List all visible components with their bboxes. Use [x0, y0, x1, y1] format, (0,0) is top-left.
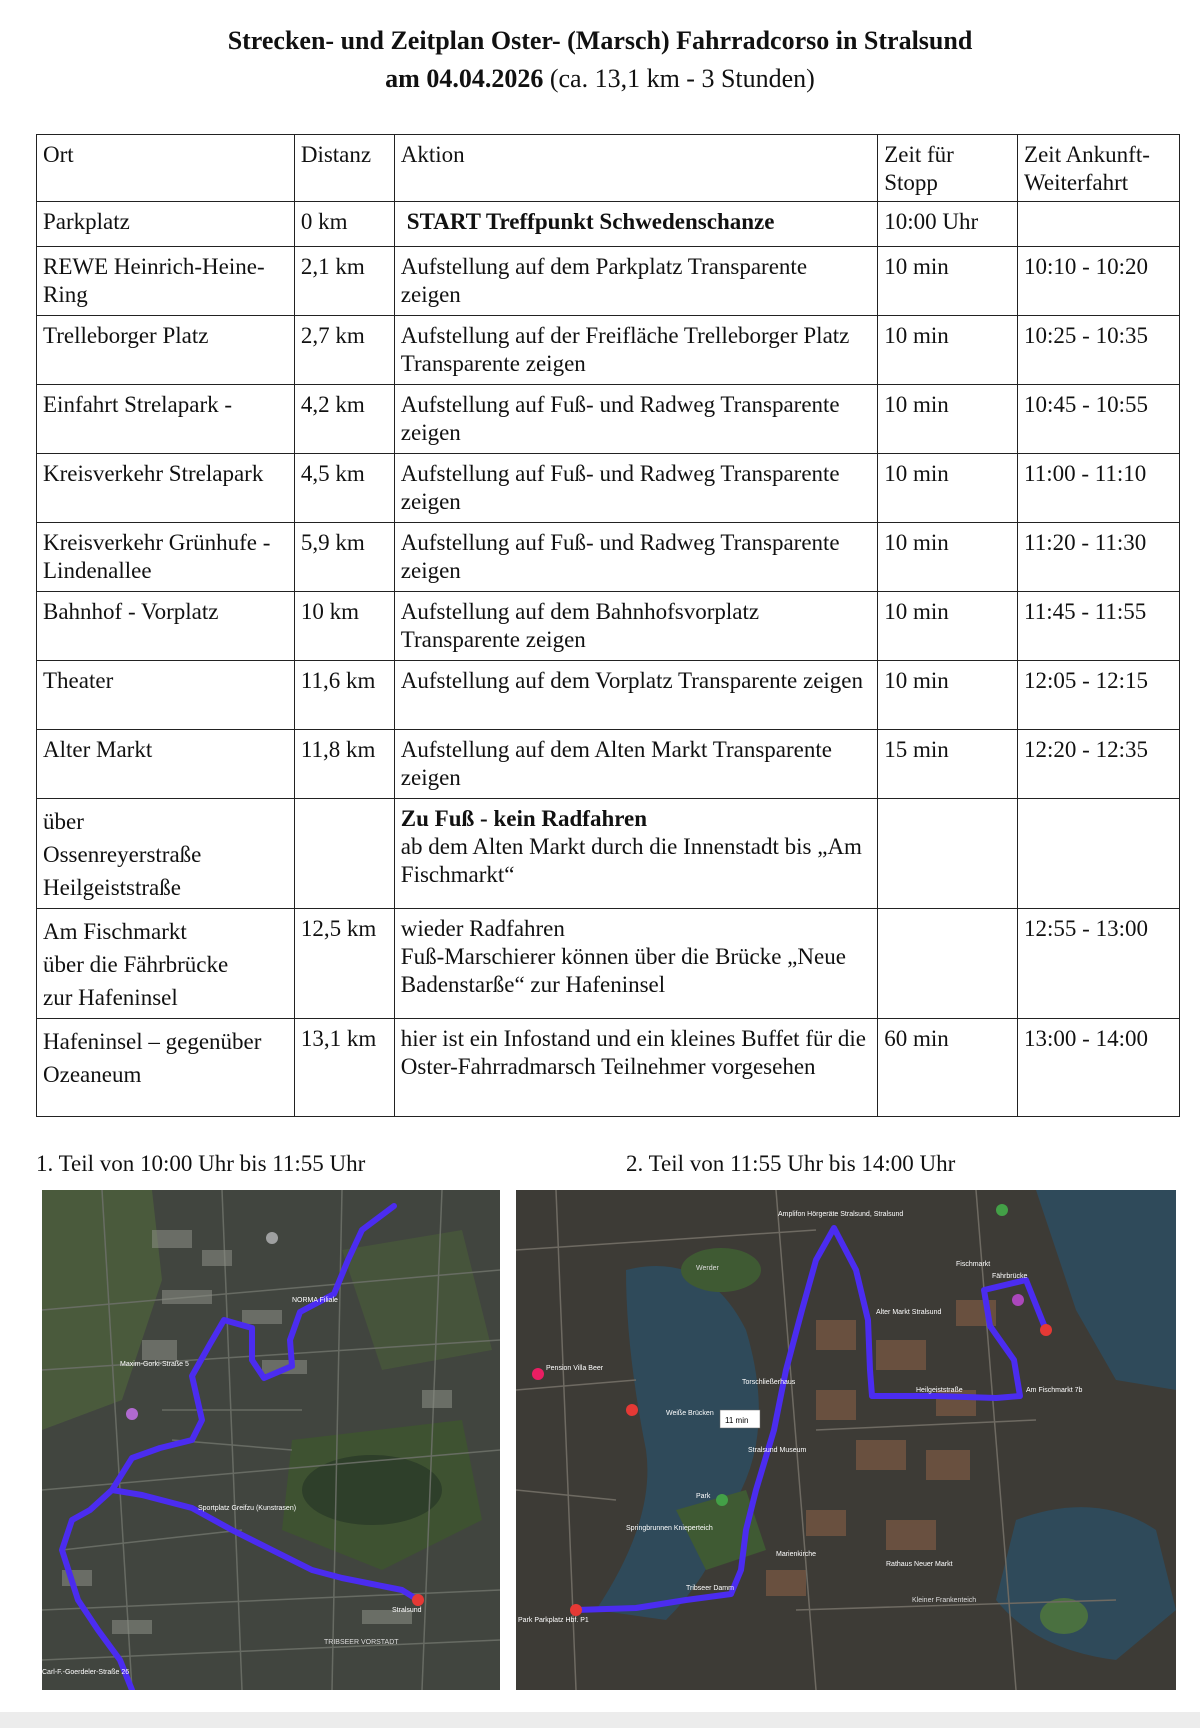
- cell-ort-l2: über die Fährbrücke: [43, 952, 229, 977]
- table-row: [37, 592, 1180, 661]
- cell-distanz: 5,9 km: [294, 523, 394, 592]
- label-norma: NORMA Filiale: [292, 1297, 338, 1304]
- poi-marker-icon: [996, 1204, 1008, 1216]
- cell-stopp: 10 min: [878, 247, 1018, 316]
- cell-aktion-l2: Fuß-Marschierer können über die Brücke „Neue Badenstarße“ zur Hafeninsel: [400, 944, 846, 997]
- label-park: Park: [696, 1493, 711, 1500]
- label-villa-beer: Pension Villa Beer: [546, 1365, 604, 1372]
- poi-marker-icon: [532, 1368, 544, 1380]
- poi-marker-icon: [626, 1404, 638, 1416]
- cell-zeit: [1018, 799, 1180, 909]
- cell-aktion: Aufstellung auf dem Parkplatz Transparente zeigen: [394, 247, 877, 316]
- map-1-svg: [42, 1190, 500, 1690]
- start-pin-icon: [570, 1604, 582, 1616]
- label-alter-markt: Alter Markt Stralsund: [876, 1309, 942, 1316]
- cell-ort-l3: zur Hafeninsel: [43, 985, 178, 1010]
- label-maxim-gorki: Maxim-Gorki-Straße 5: [120, 1361, 189, 1368]
- label-springbrunnen: Springbrunnen Knieperteich: [626, 1525, 713, 1532]
- destination-pin-icon: [412, 1594, 424, 1606]
- cell-ort: Trelleborger Platz: [37, 316, 295, 385]
- cell-distanz: 4,5 km: [294, 454, 394, 523]
- cell-aktion: Aufstellung auf Fuß- und Radweg Transparente zeigen: [394, 385, 877, 454]
- cell-zeit: 11:00 - 11:10: [1018, 454, 1180, 523]
- cell-ort: [37, 799, 295, 909]
- cell-distanz: 4,2 km: [294, 385, 394, 454]
- walk-notice: Zu Fuß - kein Radfahren: [400, 806, 648, 831]
- header-zeit-stopp-l2: Stopp: [884, 170, 938, 195]
- label-stralsund: Stralsund: [392, 1607, 422, 1614]
- walk-description: ab dem Alten Markt durch die Innenstadt bis „Am Fischmarkt“: [400, 834, 862, 887]
- cell-ort: Kreisverkehr Strelapark: [37, 454, 295, 523]
- route-map-part-1: [42, 1190, 500, 1690]
- header-zeit-stopp: [878, 135, 1018, 202]
- cell-ort: Bahnhof - Vorplatz: [37, 592, 295, 661]
- cell-aktion: Aufstellung auf Fuß- und Radweg Transparente zeigen: [394, 454, 877, 523]
- table-row: [37, 385, 1180, 454]
- cell-distanz: 13,1 km: [294, 1019, 394, 1117]
- label-goerdeler: Carl-F.-Goerdeler-Straße 26: [42, 1669, 130, 1676]
- cell-stopp: 15 min: [878, 730, 1018, 799]
- cell-distanz: 10 km: [294, 592, 394, 661]
- cell-aktion: Aufstellung auf dem Alten Markt Transparente zeigen: [394, 730, 877, 799]
- label-park-parkplatz: Park Parkplatz Hbf. P1: [518, 1617, 589, 1624]
- label-frankenteich: Kleiner Frankenteich: [912, 1597, 977, 1604]
- destination-pin-icon: [1040, 1324, 1052, 1336]
- cell-aktion: [394, 799, 877, 909]
- cell-ort: Alter Markt: [37, 730, 295, 799]
- cell-ort-l2: Ossenreyerstraße: [43, 842, 202, 867]
- cell-distanz: 2,1 km: [294, 247, 394, 316]
- cell-ort: [37, 909, 295, 1019]
- table-row: [37, 661, 1180, 730]
- page-bottom-edge: [0, 1712, 1200, 1728]
- caption-part-1: 1. Teil von 10:00 Uhr bis 11:55 Uhr: [36, 1151, 366, 1176]
- event-date: am 04.04.2026: [385, 64, 544, 93]
- label-weisse-bruecken: Weiße Brücken: [666, 1410, 714, 1417]
- cell-ort: Parkplatz: [37, 202, 295, 247]
- cell-ort-l1: Am Fischmarkt: [43, 919, 187, 944]
- table-row: [37, 316, 1180, 385]
- header-zeit-stopp-l1: Zeit für: [884, 142, 954, 167]
- table-row: [37, 247, 1180, 316]
- table-row: [37, 523, 1180, 592]
- poi-marker-icon: [1012, 1294, 1024, 1306]
- cell-stopp: 10 min: [878, 454, 1018, 523]
- cell-zeit: 12:20 - 12:35: [1018, 730, 1180, 799]
- cell-stopp: [878, 799, 1018, 909]
- cell-stopp: 10 min: [878, 592, 1018, 661]
- cell-distanz: 0 km: [294, 202, 394, 247]
- cell-zeit: 11:20 - 11:30: [1018, 523, 1180, 592]
- cell-aktion: Aufstellung auf dem Bahnhofsvorplatz Transparente zeigen: [394, 592, 877, 661]
- event-summary: (ca. 13,1 km - 3 Stunden): [543, 64, 815, 93]
- caption-part-2: 2. Teil von 11:55 Uhr bis 14:00 Uhr: [626, 1151, 956, 1176]
- cell-stopp: 10 min: [878, 661, 1018, 730]
- poi-marker-icon: [126, 1408, 138, 1420]
- document-title: [0, 22, 1200, 98]
- route-map-part-2: [516, 1190, 1176, 1690]
- map-2-svg: [516, 1190, 1176, 1690]
- table-row: [37, 202, 1180, 247]
- table-row: [37, 454, 1180, 523]
- label-tribseer: TRIBSEER VORSTADT: [324, 1639, 399, 1646]
- cell-zeit: 13:00 - 14:00: [1018, 1019, 1180, 1117]
- cell-ort: Hafeninsel – gegenüber Ozeaneum: [37, 1019, 295, 1117]
- title-line-1: Strecken- und Zeitplan Oster- (Marsch) Fahrradcorso in Stralsund: [227, 26, 973, 55]
- table-row-walk: [37, 799, 1180, 909]
- label-torschliesser: Torschließerhaus: [742, 1379, 796, 1386]
- cell-zeit: 11:45 - 11:55: [1018, 592, 1180, 661]
- poi-marker-icon: [266, 1232, 278, 1244]
- cell-stopp: 60 min: [878, 1019, 1018, 1117]
- table-row-fischmarkt: [37, 909, 1180, 1019]
- cell-stopp: 10 min: [878, 385, 1018, 454]
- cell-aktion: Aufstellung auf Fuß- und Radweg Transparente zeigen: [394, 523, 877, 592]
- label-neuer-markt: Rathaus Neuer Markt: [886, 1561, 953, 1568]
- cell-stopp: [878, 909, 1018, 1019]
- cell-aktion: Aufstellung auf der Freifläche Trelleborger Platz Transparente zeigen: [394, 316, 877, 385]
- cell-ort: Theater: [37, 661, 295, 730]
- cell-zeit: 10:10 - 10:20: [1018, 247, 1180, 316]
- cell-aktion: [394, 909, 877, 1019]
- cell-distanz: 12,5 km: [294, 909, 394, 1019]
- cell-stopp: 10 min: [878, 523, 1018, 592]
- label-am-fischmarkt: Am Fischmarkt 7b: [1026, 1387, 1083, 1394]
- cell-distanz: 11,8 km: [294, 730, 394, 799]
- label-fischmarkt: Fischmarkt: [956, 1261, 991, 1268]
- label-marienkirche: Marienkirche: [776, 1551, 817, 1558]
- cell-stopp: 10:00 Uhr: [878, 202, 1018, 247]
- cell-zeit: 10:45 - 10:55: [1018, 385, 1180, 454]
- schedule-table: [36, 134, 1180, 1117]
- cell-ort: REWE Heinrich-Heine-Ring: [37, 247, 295, 316]
- title-line-2: [0, 60, 1200, 98]
- cell-distanz: 11,6 km: [294, 661, 394, 730]
- label-amplifon: Amplifon Hörgeräte Stralsund, Stralsund: [778, 1211, 904, 1218]
- header-aktion: Aktion: [394, 135, 877, 202]
- header-zeit-ankunft-l2: Weiterfahrt: [1024, 170, 1129, 195]
- cell-zeit: 10:25 - 10:35: [1018, 316, 1180, 385]
- label-sportplatz: Sportplatz Greifzu (Kunstrasen): [198, 1505, 297, 1512]
- label-faehrbruecke: Fährbrücke: [992, 1273, 1028, 1280]
- poi-marker-icon: [716, 1494, 728, 1506]
- header-ort: Ort: [37, 135, 295, 202]
- label-heilgeiststrasse: Heilgeiststraße: [916, 1387, 963, 1394]
- table-row-last: [37, 1019, 1180, 1117]
- cell-aktion-l1: wieder Radfahren: [400, 916, 565, 941]
- header-distanz: Distanz: [294, 135, 394, 202]
- cell-aktion: [394, 202, 877, 247]
- cell-stopp: 10 min: [878, 316, 1018, 385]
- route-duration-label: 11 min: [725, 1416, 749, 1425]
- table-row: [37, 730, 1180, 799]
- label-museum: Stralsund Museum: [748, 1447, 807, 1454]
- cell-distanz: [294, 799, 394, 909]
- cell-ort: Einfahrt Strelapark -: [37, 385, 295, 454]
- cell-aktion: hier ist ein Infostand und ein kleines Buffet für die Oster-Fahrradmarsch Teilnehmer vorgesehen: [394, 1019, 877, 1117]
- cell-zeit: 12:05 - 12:15: [1018, 661, 1180, 730]
- cell-distanz: 2,7 km: [294, 316, 394, 385]
- table-header-row: [37, 135, 1180, 202]
- start-label: START Treffpunkt Schwedenschanze: [406, 209, 775, 234]
- header-zeit-ankunft: [1018, 135, 1180, 202]
- cell-ort-l3: Heilgeiststraße: [43, 875, 181, 900]
- cell-zeit: 12:55 - 13:00: [1018, 909, 1180, 1019]
- cell-aktion: Aufstellung auf dem Vorplatz Transparente zeigen: [394, 661, 877, 730]
- label-tribseer-damm: Tribseer Damm: [686, 1585, 734, 1592]
- cell-ort: Kreisverkehr Grünhufe - Lindenallee: [37, 523, 295, 592]
- label-werder: Werder: [696, 1265, 719, 1272]
- header-zeit-ankunft-l1: Zeit Ankunft-: [1024, 142, 1150, 167]
- cell-zeit: [1018, 202, 1180, 247]
- cell-ort-l1: über: [43, 809, 84, 834]
